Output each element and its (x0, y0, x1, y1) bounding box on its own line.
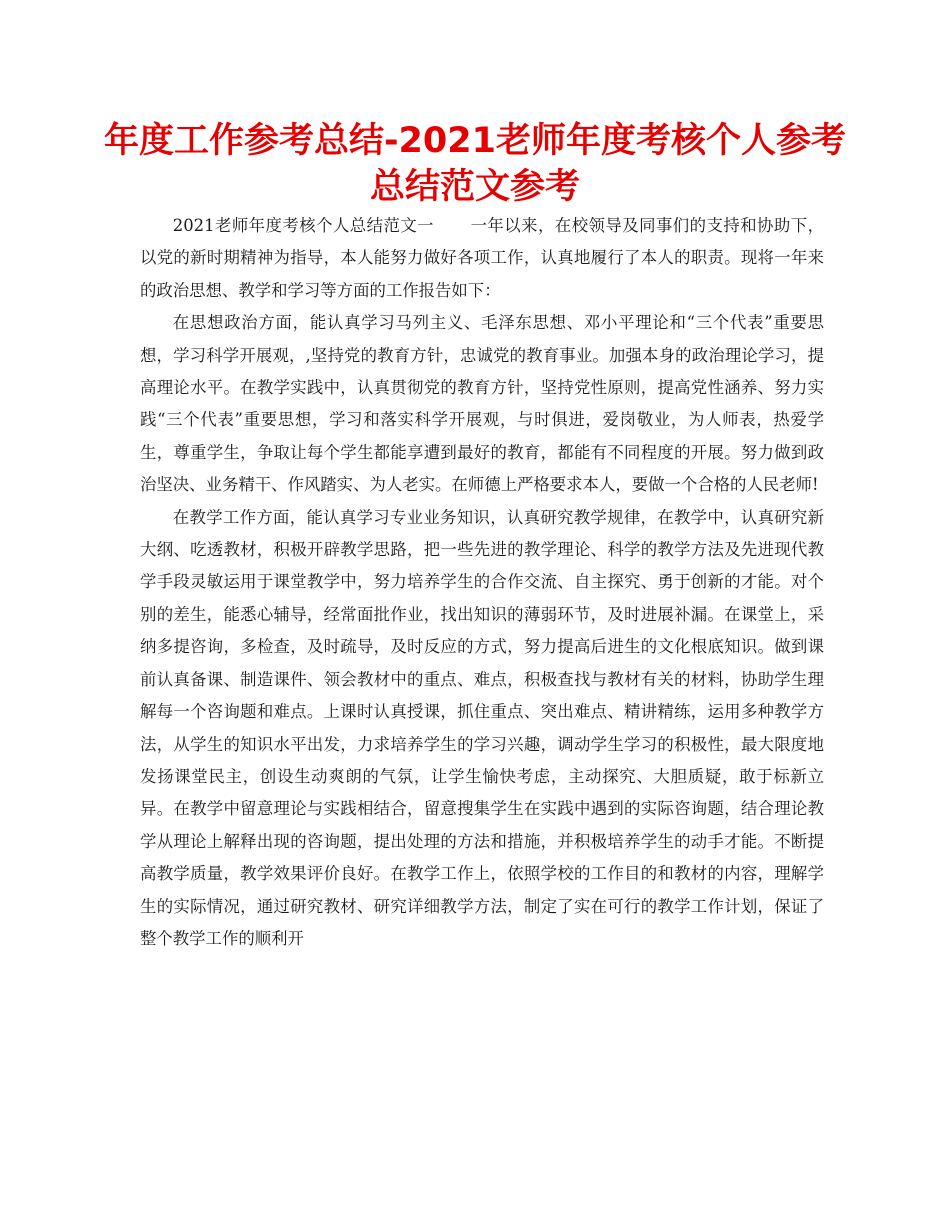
document-title (100, 118, 850, 210)
title-line-1: 年度工作参考总结-2021老师年度考核个人参考 (104, 121, 846, 161)
title-line-2: 总结范文参考 (369, 167, 580, 207)
document-body (140, 210, 824, 955)
paragraph-1 (140, 210, 824, 307)
paragraph-1-lead: 2021老师年度考核个人总结范文一 (172, 216, 435, 235)
paragraph-1-text: 一年以来，在校领导及同事们的支持和协助下，以党的新时期精神为指导，本人能努力做好各项工作，认真地履行了本人的职责。现将一年来的政治思想、教学和学习等方面的工作报告如下： (140, 216, 825, 300)
paragraph-2: 在思想政治方面，能认真学习马列主义、毛泽东思想、邓小平理论和“三个代表”重要思想，学习科学开展观，,坚持党的教育方针，忠诚党的教育事业。加强本身的政治理论学习，提高理论水平。在教学实践中，认真贯彻党的教育方针，坚持党性原则，提高党性涵养、努力实践“三个代表”重要思想，学习和落实科学开展观，与时俱进，爱岗敬业，为人师表，热爱学生，尊重学生，争取让每个学生都能享遭到最好的教育，都能有不同程度的开展。努力做到政治坚决、业务精干、作风踏实、为人老实。在师德上严格要求本人，要做一个合格的人民老师! (140, 313, 824, 495)
paragraph-3: 在教学工作方面，能认真学习专业业务知识，认真研究教学规律，在教学中，认真研究新大纲、吃透教材，积极开辟教学思路，把一些先进的教学理论、科学的教学方法及先进现代教学手段灵敏运用于课堂教学中，努力培养学生的合作交流、自主探究、勇于创新的才能。对个别的差生，能悉心辅导，经常面批作业，找出知识的薄弱环节，及时进展补漏。在课堂上，采纳多提咨询，多检查，及时疏导，及时反应的方式，努力提高后进生的文化根底知识。做到课前认真备课、制造课件、领会教材中的重点、难点，积极查找与教材有关的材料，协助学生理解每一个咨询题和难点。上课时认真授课，抓住重点、突出难点、精讲精练，运用多种教学方法，从学生的知识水平出发，力求培养学生的学习兴趣，调动学生学习的积极性，最大限度地发扬课堂民主，创设生动爽朗的气氛，让学生愉快考虑，主动探究、大胆质疑，敢于标新立异。在教学中留意理论与实践相结合，留意搜集学生在实践中遇到的实际咨询题，结合理论教学从理论上解释出现的咨询题，提出处理的方法和措施，并积极培养学生的动手才能。不断提高教学质量，教学效果评价良好。在教学工作上，依照学校的工作目的和教材的内容，理解学生的实际情况，通过研究教材、研究详细教学方法，制定了实在可行的教学工作计划，保证了整个教学工作的顺利开 (140, 507, 824, 948)
